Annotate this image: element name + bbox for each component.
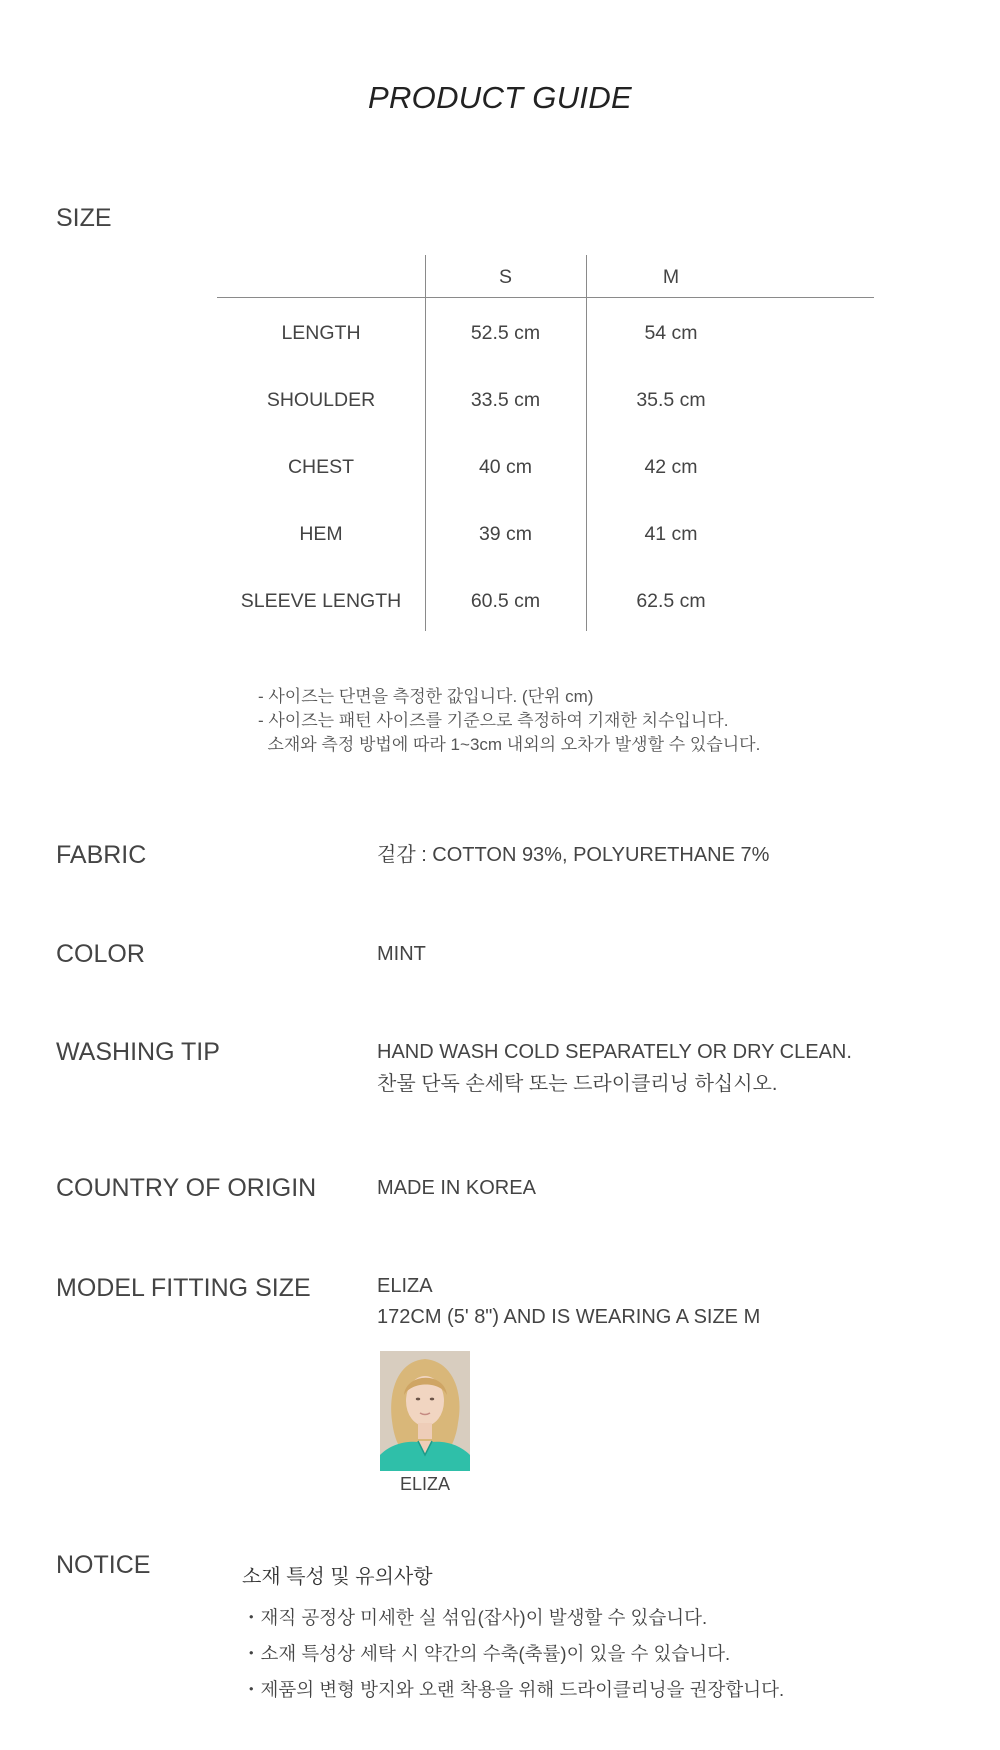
model-photo-caption: ELIZA bbox=[399, 1474, 451, 1494]
size-section-label: SIZE bbox=[56, 204, 112, 232]
table-header-m: M bbox=[662, 266, 680, 288]
shoulder-s-value: 33.5 cm bbox=[470, 389, 541, 411]
hem-s-value: 39 cm bbox=[478, 523, 533, 545]
notice-item: ・제품의 변형 방지와 오랜 착용을 위해 드라이클리닝을 권장합니다. bbox=[242, 1679, 785, 1700]
shoulder-m-value: 35.5 cm bbox=[636, 389, 706, 411]
washing-tip-english: HAND WASH COLD SEPARATELY OR DRY CLEAN. bbox=[377, 1041, 852, 1063]
fabric-label: FABRIC bbox=[56, 841, 147, 869]
sleeve-length-s-value: 60.5 cm bbox=[470, 590, 541, 612]
size-table bbox=[217, 255, 874, 631]
notice-title: 소재 특성 및 유의사항 bbox=[242, 1566, 433, 1588]
washing-tip-label: WASHING TIP bbox=[56, 1038, 220, 1066]
chest-s-value: 40 cm bbox=[478, 456, 533, 478]
length-s-value: 52.5 cm bbox=[470, 322, 541, 344]
size-note: - 사이즈는 패턴 사이즈를 기준으로 측정하여 기재한 치수입니다. bbox=[258, 711, 729, 730]
origin-value: MADE IN KOREA bbox=[377, 1177, 536, 1199]
model-fitting-label: MODEL FITTING SIZE bbox=[56, 1274, 311, 1302]
row-label-hem: HEM bbox=[299, 523, 343, 545]
length-m-value: 54 cm bbox=[644, 322, 698, 344]
model-portrait-image bbox=[380, 1351, 470, 1471]
notice-list bbox=[242, 1600, 784, 1708]
size-note: - 사이즈는 단면을 측정한 값입니다. (단위 cm) bbox=[258, 687, 594, 706]
size-note: 소재와 측정 방법에 따라 1~3cm 내외의 오차가 발생할 수 있습니다. bbox=[258, 735, 761, 754]
notice-item: ・소재 특성상 세탁 시 약간의 수축(축률)이 있을 수 있습니다. bbox=[242, 1643, 731, 1664]
table-divider bbox=[425, 255, 426, 631]
page-title: PRODUCT GUIDE bbox=[368, 80, 632, 115]
row-label-length: LENGTH bbox=[281, 322, 361, 344]
notice-item: ・재직 공정상 미세한 실 섞임(잡사)이 발생할 수 있습니다. bbox=[242, 1607, 708, 1628]
table-divider bbox=[586, 255, 587, 631]
model-photo bbox=[380, 1351, 470, 1471]
row-label-chest: CHEST bbox=[287, 456, 355, 478]
sleeve-length-m-value: 62.5 cm bbox=[636, 590, 706, 612]
fabric-value: 겉감 : COTTON 93%, POLYURETHANE 7% bbox=[377, 844, 770, 866]
table-header-rule bbox=[217, 297, 874, 298]
chest-m-value: 42 cm bbox=[644, 456, 698, 478]
table-header-s: S bbox=[498, 266, 512, 288]
row-label-sleeve-length: SLEEVE LENGTH bbox=[240, 590, 402, 612]
size-notes bbox=[258, 685, 760, 757]
color-value: MINT bbox=[377, 943, 426, 965]
origin-label: COUNTRY OF ORIGIN bbox=[56, 1174, 317, 1202]
row-label-shoulder: SHOULDER bbox=[266, 389, 376, 411]
model-detail: 172CM (5' 8") AND IS WEARING A SIZE M bbox=[377, 1306, 761, 1328]
hem-m-value: 41 cm bbox=[644, 523, 698, 545]
model-name: ELIZA bbox=[377, 1275, 433, 1297]
washing-tip-korean: 찬물 단독 손세탁 또는 드라이클리닝 하십시오. bbox=[377, 1073, 778, 1095]
notice-label: NOTICE bbox=[56, 1551, 151, 1579]
color-label: COLOR bbox=[56, 940, 145, 968]
